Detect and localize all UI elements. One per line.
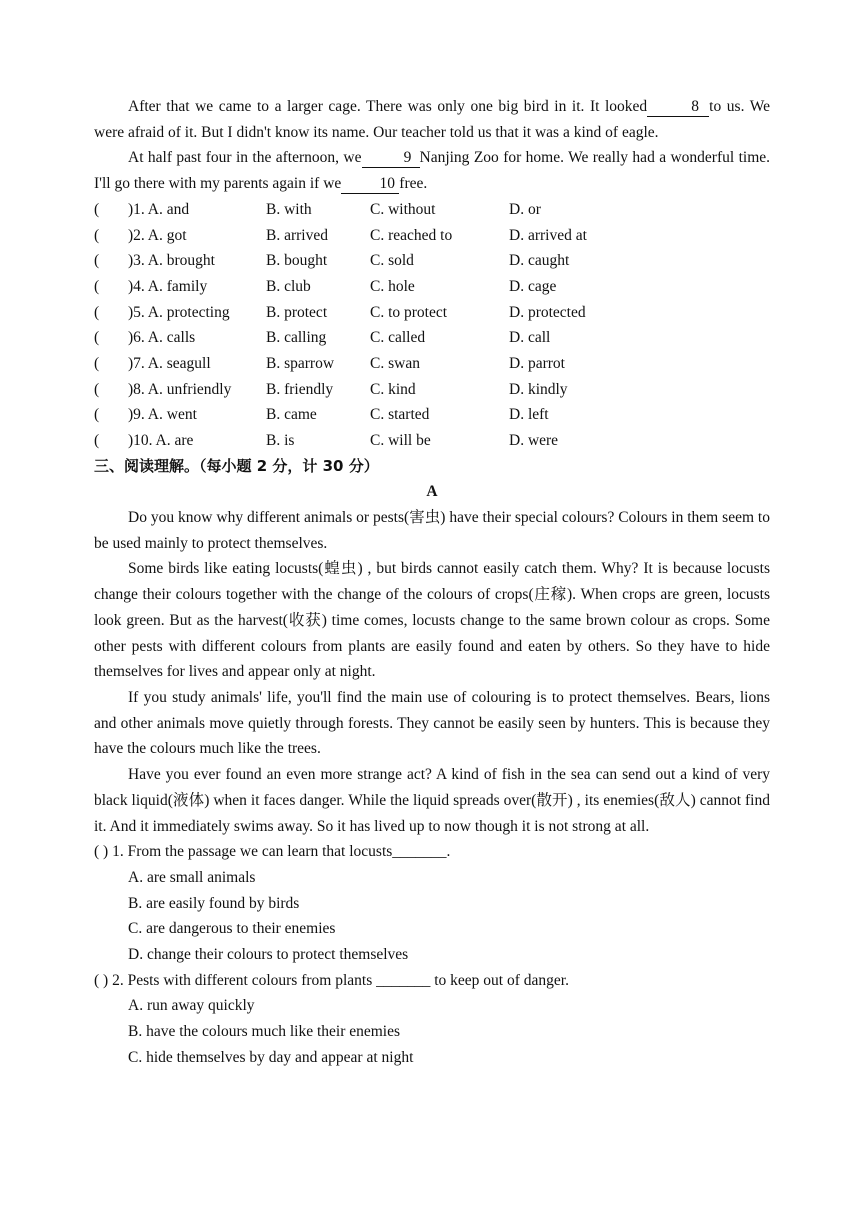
option-c[interactable]: C. called [370, 329, 426, 347]
cloze-option-row [94, 248, 770, 274]
answer-bracket: ( [94, 277, 100, 295]
blank-10: 10 [341, 175, 399, 194]
option-a[interactable]: )5. A. protecting [128, 303, 230, 321]
answer-bracket: ( [94, 432, 100, 449]
answer-bracket: ( [94, 252, 100, 270]
cloze-option-row [94, 428, 770, 454]
reading-paragraph-1: Do you know why different animals or pests(害虫) have their special colours? Colours in them seem to be used mainly to protect themselves. [94, 509, 770, 552]
option-a[interactable]: )7. A. seagull [128, 354, 211, 372]
blank-9: 9 [362, 149, 420, 168]
cloze-options-list [94, 197, 770, 454]
text-segment: After that we came to a larger cage. There was only one big bird in it. It looked [128, 98, 648, 115]
option-c[interactable]: C. hole [370, 277, 415, 295]
cloze-option-row [94, 274, 770, 300]
option-a[interactable]: )6. A. calls [128, 329, 196, 347]
option-b[interactable]: B. sparrow [266, 354, 335, 372]
option-b[interactable]: B. club [266, 277, 311, 295]
option-a[interactable]: )3. A. brought [128, 252, 215, 270]
document-page [94, 94, 770, 1070]
answer-bracket: ( [94, 303, 100, 321]
question-stem: ( ) 1. From the passage we can learn that locusts_______. [94, 843, 451, 861]
option-c[interactable]: C. started [370, 406, 430, 424]
option-d[interactable]: D. or [509, 200, 541, 218]
answer-option[interactable]: B. have the colours much like their enemies [128, 1023, 401, 1041]
answer-bracket: ( [94, 200, 100, 218]
text-segment: to us. We were afraid of it. But I didn't know its name. Our teacher told us that it was a kind of eagle. [94, 98, 770, 141]
cloze-option-row [94, 300, 770, 326]
option-d[interactable]: D. left [509, 406, 549, 424]
option-b[interactable]: B. bought [266, 252, 328, 270]
option-a[interactable]: )8. A. unfriendly [128, 380, 232, 398]
option-d[interactable]: D. parrot [509, 354, 565, 372]
answer-option[interactable]: A. are small animals [128, 868, 256, 886]
text-segment: Nanjing Zoo for home. We really had a wonderful time. I'll go there with my parents again if we [94, 149, 771, 193]
passage-letter: A [426, 483, 438, 501]
cloze-option-row [94, 351, 770, 377]
answer-option[interactable]: A. run away quickly [128, 997, 255, 1015]
option-a[interactable]: )10. A. are [128, 432, 194, 449]
reading-paragraph-3: If you study animals' life, you'll find the main use of colouring is to protect themselves. Bears, lions and other animals move quietly through forests. They cannot be easily seen by hunters. This is because they have the colours much like the trees. [94, 688, 770, 758]
option-c[interactable]: C. kind [370, 380, 416, 398]
question-stem: ( ) 2. Pests with different colours from plants _______ to keep out of danger. [94, 971, 569, 989]
blank-8: 8 [647, 98, 709, 117]
answer-bracket: ( [94, 380, 100, 398]
reading-paragraph-2: Some birds like eating locusts(蝗虫) , but birds cannot easily catch them. Why? It is because locusts change their colours together with the change of the colours of crops(庄稼). When crops are green, locusts look green. But as the harvest(收获) time comes, locusts change to the same brown colour as crops. Some other pests with different colours from plants are easily found and eaten by others. So they have to hide themselves for lives and appear only at night. [94, 560, 770, 681]
answer-option[interactable]: C. are dangerous to their enemies [128, 920, 336, 938]
option-a[interactable]: )9. A. went [128, 406, 197, 424]
option-b[interactable]: B. protect [266, 303, 328, 321]
option-a[interactable]: )1. A. and [128, 200, 190, 218]
option-b[interactable]: B. arrived [266, 226, 328, 244]
option-a[interactable]: )4. A. family [128, 277, 208, 295]
cloze-paragraph-home [94, 145, 770, 196]
reading-paragraph-4: Have you ever found an even more strange act? A kind of fish in the sea can send out a kind of very black liquid(液体) when it faces danger. While the liquid spreads over(散开) , its enemies(敌人) cannot find it. And it immediately swims away. So it has lived up to now though it is not strong at all. [94, 766, 770, 835]
answer-option[interactable]: B. are easily found by birds [128, 894, 300, 912]
question-1 [94, 839, 770, 967]
answer-bracket: ( [94, 226, 100, 244]
option-d[interactable]: D. call [509, 329, 551, 347]
text-segment: free. [399, 175, 428, 193]
option-b[interactable]: B. with [266, 200, 312, 218]
answer-bracket: ( [94, 406, 100, 424]
option-c[interactable]: C. will be [370, 432, 431, 449]
option-d[interactable]: D. were [509, 432, 559, 449]
option-b[interactable]: B. friendly [266, 380, 334, 398]
option-b[interactable]: B. came [266, 406, 317, 424]
cloze-option-row [94, 223, 770, 249]
option-d[interactable]: D. cage [509, 277, 557, 295]
option-c[interactable]: C. reached to [370, 226, 453, 244]
option-c[interactable]: C. swan [370, 354, 420, 372]
option-a[interactable]: )2. A. got [128, 226, 187, 244]
option-b[interactable]: B. calling [266, 329, 327, 347]
section-heading: 三、阅读理解。（每小题 2 分，计 30 分） [94, 456, 379, 475]
answer-bracket: ( [94, 354, 100, 372]
cloze-option-row [94, 402, 770, 428]
text-segment: At half past four in the afternoon, we [128, 149, 362, 167]
cloze-option-row [94, 325, 770, 351]
option-d[interactable]: D. arrived at [509, 226, 587, 244]
option-d[interactable]: D. caught [509, 252, 570, 270]
option-d[interactable]: D. kindly [509, 380, 568, 398]
option-b[interactable]: B. is [266, 432, 295, 449]
option-c[interactable]: C. sold [370, 252, 414, 270]
cloze-option-row [94, 377, 770, 403]
cloze-option-row [94, 197, 770, 223]
cloze-paragraph-eagle [94, 94, 770, 145]
answer-option[interactable]: D. change their colours to protect themselves [128, 945, 409, 963]
question-2 [94, 968, 770, 1071]
option-d[interactable]: D. protected [509, 303, 586, 321]
answer-option[interactable]: C. hide themselves by day and appear at night [128, 1048, 414, 1066]
option-c[interactable]: C. to protect [370, 303, 448, 321]
answer-bracket: ( [94, 329, 100, 347]
option-c[interactable]: C. without [370, 200, 436, 218]
